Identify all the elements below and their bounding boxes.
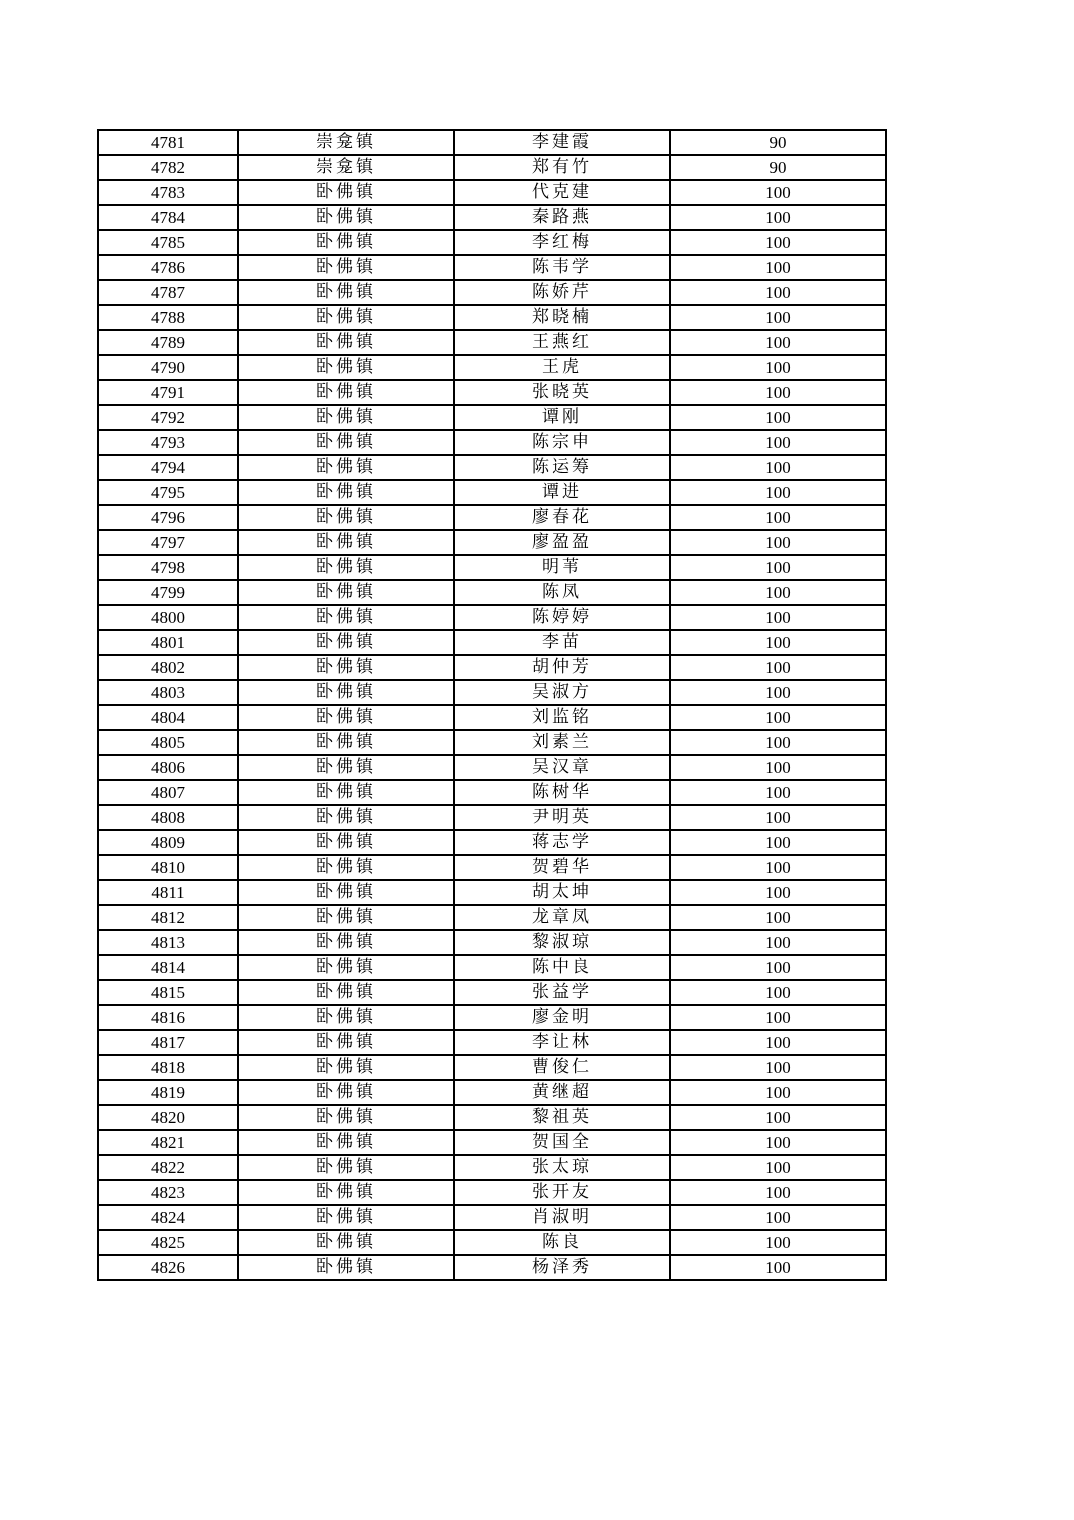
serial-number-cell: 4785 <box>98 230 238 255</box>
town-cell: 卧佛镇 <box>238 1205 454 1230</box>
town-cell: 卧佛镇 <box>238 930 454 955</box>
person-name-cell: 黄继超 <box>454 1080 670 1105</box>
amount-cell: 100 <box>670 480 886 505</box>
serial-number-cell: 4809 <box>98 830 238 855</box>
table-row <box>98 330 886 355</box>
serial-number-cell: 4826 <box>98 1255 238 1280</box>
person-name-cell: 吴汉章 <box>454 755 670 780</box>
table-row <box>98 305 886 330</box>
person-name-cell: 谭进 <box>454 480 670 505</box>
town-cell: 卧佛镇 <box>238 280 454 305</box>
serial-number-cell: 4817 <box>98 1030 238 1055</box>
table-row <box>98 880 886 905</box>
town-cell: 卧佛镇 <box>238 630 454 655</box>
table-row <box>98 1180 886 1205</box>
person-name-cell: 王燕红 <box>454 330 670 355</box>
person-name-cell: 李建霞 <box>454 130 670 155</box>
amount-cell: 90 <box>670 130 886 155</box>
table-row <box>98 1080 886 1105</box>
table-row <box>98 830 886 855</box>
table-row <box>98 205 886 230</box>
amount-cell: 100 <box>670 805 886 830</box>
person-name-cell: 胡太坤 <box>454 880 670 905</box>
town-cell: 卧佛镇 <box>238 230 454 255</box>
table-row <box>98 1055 886 1080</box>
amount-cell: 100 <box>670 530 886 555</box>
table-row <box>98 705 886 730</box>
serial-number-cell: 4812 <box>98 905 238 930</box>
town-cell: 崇龛镇 <box>238 155 454 180</box>
table-row <box>98 630 886 655</box>
table-row <box>98 680 886 705</box>
person-name-cell: 张开友 <box>454 1180 670 1205</box>
table-row <box>98 230 886 255</box>
town-cell: 卧佛镇 <box>238 305 454 330</box>
table-row <box>98 1130 886 1155</box>
amount-cell: 100 <box>670 430 886 455</box>
table-row <box>98 1005 886 1030</box>
person-name-cell: 陈韦学 <box>454 255 670 280</box>
amount-cell: 100 <box>670 1105 886 1130</box>
person-name-cell: 黎祖英 <box>454 1105 670 1130</box>
person-name-cell: 李让林 <box>454 1030 670 1055</box>
amount-cell: 100 <box>670 1055 886 1080</box>
table-row <box>98 1105 886 1130</box>
amount-cell: 100 <box>670 955 886 980</box>
serial-number-cell: 4796 <box>98 505 238 530</box>
table-row <box>98 405 886 430</box>
amount-cell: 100 <box>670 1230 886 1255</box>
town-cell: 卧佛镇 <box>238 405 454 430</box>
serial-number-cell: 4788 <box>98 305 238 330</box>
town-cell: 卧佛镇 <box>238 1155 454 1180</box>
serial-number-cell: 4789 <box>98 330 238 355</box>
serial-number-cell: 4823 <box>98 1180 238 1205</box>
town-cell: 卧佛镇 <box>238 1180 454 1205</box>
table-row <box>98 380 886 405</box>
amount-cell: 100 <box>670 555 886 580</box>
serial-number-cell: 4801 <box>98 630 238 655</box>
person-name-cell: 陈娇芹 <box>454 280 670 305</box>
town-cell: 卧佛镇 <box>238 605 454 630</box>
amount-cell: 100 <box>670 880 886 905</box>
town-cell: 卧佛镇 <box>238 380 454 405</box>
table-row <box>98 955 886 980</box>
amount-cell: 100 <box>670 305 886 330</box>
person-name-cell: 代克建 <box>454 180 670 205</box>
amount-cell: 100 <box>670 1005 886 1030</box>
serial-number-cell: 4804 <box>98 705 238 730</box>
serial-number-cell: 4799 <box>98 580 238 605</box>
serial-number-cell: 4787 <box>98 280 238 305</box>
amount-cell: 100 <box>670 330 886 355</box>
serial-number-cell: 4806 <box>98 755 238 780</box>
amount-cell: 100 <box>670 630 886 655</box>
town-cell: 卧佛镇 <box>238 805 454 830</box>
amount-cell: 100 <box>670 655 886 680</box>
serial-number-cell: 4824 <box>98 1205 238 1230</box>
amount-cell: 100 <box>670 355 886 380</box>
town-cell: 卧佛镇 <box>238 905 454 930</box>
table-row <box>98 605 886 630</box>
serial-number-cell: 4819 <box>98 1080 238 1105</box>
person-name-cell: 陈婷婷 <box>454 605 670 630</box>
serial-number-cell: 4816 <box>98 1005 238 1030</box>
town-cell: 卧佛镇 <box>238 655 454 680</box>
person-name-cell: 张太琼 <box>454 1155 670 1180</box>
person-name-cell: 郑有竹 <box>454 155 670 180</box>
person-name-cell: 刘监铭 <box>454 705 670 730</box>
amount-cell: 100 <box>670 780 886 805</box>
serial-number-cell: 4783 <box>98 180 238 205</box>
serial-number-cell: 4825 <box>98 1230 238 1255</box>
town-cell: 卧佛镇 <box>238 1080 454 1105</box>
town-cell: 卧佛镇 <box>238 855 454 880</box>
table-row <box>98 530 886 555</box>
table-row <box>98 280 886 305</box>
amount-cell: 100 <box>670 1155 886 1180</box>
amount-cell: 100 <box>670 1080 886 1105</box>
amount-cell: 100 <box>670 230 886 255</box>
serial-number-cell: 4813 <box>98 930 238 955</box>
amount-cell: 100 <box>670 1255 886 1280</box>
table-row <box>98 805 886 830</box>
serial-number-cell: 4790 <box>98 355 238 380</box>
town-cell: 卧佛镇 <box>238 255 454 280</box>
person-name-cell: 胡仲芳 <box>454 655 670 680</box>
person-name-cell: 陈树华 <box>454 780 670 805</box>
amount-cell: 100 <box>670 705 886 730</box>
town-cell: 卧佛镇 <box>238 430 454 455</box>
amount-cell: 100 <box>670 605 886 630</box>
serial-number-cell: 4800 <box>98 605 238 630</box>
town-cell: 卧佛镇 <box>238 530 454 555</box>
amount-cell: 100 <box>670 830 886 855</box>
person-name-cell: 谭刚 <box>454 405 670 430</box>
serial-number-cell: 4805 <box>98 730 238 755</box>
town-cell: 卧佛镇 <box>238 205 454 230</box>
amount-cell: 100 <box>670 680 886 705</box>
table-row <box>98 855 886 880</box>
table-row <box>98 905 886 930</box>
town-cell: 卧佛镇 <box>238 980 454 1005</box>
town-cell: 卧佛镇 <box>238 1055 454 1080</box>
person-name-cell: 张晓英 <box>454 380 670 405</box>
table-row <box>98 1155 886 1180</box>
table-row <box>98 655 886 680</box>
serial-number-cell: 4810 <box>98 855 238 880</box>
person-name-cell: 刘素兰 <box>454 730 670 755</box>
serial-number-cell: 4793 <box>98 430 238 455</box>
amount-cell: 100 <box>670 405 886 430</box>
town-cell: 卧佛镇 <box>238 180 454 205</box>
table-row <box>98 1205 886 1230</box>
amount-cell: 100 <box>670 1205 886 1230</box>
town-cell: 卧佛镇 <box>238 680 454 705</box>
table-row <box>98 580 886 605</box>
table-row <box>98 480 886 505</box>
table-row <box>98 755 886 780</box>
serial-number-cell: 4808 <box>98 805 238 830</box>
table-row <box>98 780 886 805</box>
table-row <box>98 430 886 455</box>
person-name-cell: 曹俊仁 <box>454 1055 670 1080</box>
person-name-cell: 陈宗申 <box>454 430 670 455</box>
table-row <box>98 1030 886 1055</box>
person-name-cell: 张益学 <box>454 980 670 1005</box>
person-name-cell: 廖春花 <box>454 505 670 530</box>
town-cell: 卧佛镇 <box>238 455 454 480</box>
person-name-cell: 明苇 <box>454 555 670 580</box>
amount-cell: 100 <box>670 930 886 955</box>
person-name-cell: 蒋志学 <box>454 830 670 855</box>
table-row <box>98 555 886 580</box>
amount-cell: 100 <box>670 855 886 880</box>
serial-number-cell: 4797 <box>98 530 238 555</box>
amount-cell: 100 <box>670 1130 886 1155</box>
serial-number-cell: 4781 <box>98 130 238 155</box>
serial-number-cell: 4811 <box>98 880 238 905</box>
table-row <box>98 455 886 480</box>
table-row <box>98 730 886 755</box>
table-row <box>98 255 886 280</box>
person-name-cell: 廖盈盈 <box>454 530 670 555</box>
serial-number-cell: 4818 <box>98 1055 238 1080</box>
town-cell: 卧佛镇 <box>238 780 454 805</box>
roster-table <box>97 129 887 1281</box>
amount-cell: 100 <box>670 255 886 280</box>
town-cell: 卧佛镇 <box>238 505 454 530</box>
person-name-cell: 贺国全 <box>454 1130 670 1155</box>
town-cell: 卧佛镇 <box>238 1005 454 1030</box>
town-cell: 卧佛镇 <box>238 730 454 755</box>
table-row <box>98 930 886 955</box>
person-name-cell: 吴淑方 <box>454 680 670 705</box>
town-cell: 卧佛镇 <box>238 705 454 730</box>
table-row <box>98 180 886 205</box>
person-name-cell: 廖金明 <box>454 1005 670 1030</box>
town-cell: 卧佛镇 <box>238 580 454 605</box>
town-cell: 卧佛镇 <box>238 755 454 780</box>
amount-cell: 100 <box>670 755 886 780</box>
table-row <box>98 355 886 380</box>
person-name-cell: 陈良 <box>454 1230 670 1255</box>
serial-number-cell: 4792 <box>98 405 238 430</box>
serial-number-cell: 4821 <box>98 1130 238 1155</box>
table-row <box>98 980 886 1005</box>
town-cell: 卧佛镇 <box>238 880 454 905</box>
amount-cell: 90 <box>670 155 886 180</box>
serial-number-cell: 4802 <box>98 655 238 680</box>
table-row <box>98 1255 886 1280</box>
serial-number-cell: 4795 <box>98 480 238 505</box>
person-name-cell: 王虎 <box>454 355 670 380</box>
town-cell: 卧佛镇 <box>238 330 454 355</box>
serial-number-cell: 4820 <box>98 1105 238 1130</box>
amount-cell: 100 <box>670 905 886 930</box>
town-cell: 卧佛镇 <box>238 1030 454 1055</box>
amount-cell: 100 <box>670 205 886 230</box>
amount-cell: 100 <box>670 980 886 1005</box>
town-cell: 卧佛镇 <box>238 1255 454 1280</box>
town-cell: 卧佛镇 <box>238 355 454 380</box>
person-name-cell: 李苗 <box>454 630 670 655</box>
table-row <box>98 130 886 155</box>
amount-cell: 100 <box>670 380 886 405</box>
town-cell: 卧佛镇 <box>238 480 454 505</box>
town-cell: 卧佛镇 <box>238 1230 454 1255</box>
amount-cell: 100 <box>670 1180 886 1205</box>
serial-number-cell: 4807 <box>98 780 238 805</box>
serial-number-cell: 4803 <box>98 680 238 705</box>
roster-table-body <box>98 130 886 1280</box>
amount-cell: 100 <box>670 1030 886 1055</box>
amount-cell: 100 <box>670 580 886 605</box>
serial-number-cell: 4782 <box>98 155 238 180</box>
person-name-cell: 尹明英 <box>454 805 670 830</box>
amount-cell: 100 <box>670 730 886 755</box>
amount-cell: 100 <box>670 505 886 530</box>
person-name-cell: 陈中良 <box>454 955 670 980</box>
town-cell: 崇龛镇 <box>238 130 454 155</box>
person-name-cell: 龙章凤 <box>454 905 670 930</box>
town-cell: 卧佛镇 <box>238 830 454 855</box>
person-name-cell: 杨泽秀 <box>454 1255 670 1280</box>
person-name-cell: 李红梅 <box>454 230 670 255</box>
town-cell: 卧佛镇 <box>238 555 454 580</box>
serial-number-cell: 4786 <box>98 255 238 280</box>
table-row <box>98 1230 886 1255</box>
person-name-cell: 陈运筹 <box>454 455 670 480</box>
table-row <box>98 505 886 530</box>
person-name-cell: 贺碧华 <box>454 855 670 880</box>
serial-number-cell: 4814 <box>98 955 238 980</box>
person-name-cell: 黎淑琼 <box>454 930 670 955</box>
serial-number-cell: 4791 <box>98 380 238 405</box>
table-row <box>98 155 886 180</box>
serial-number-cell: 4815 <box>98 980 238 1005</box>
person-name-cell: 肖淑明 <box>454 1205 670 1230</box>
serial-number-cell: 4798 <box>98 555 238 580</box>
person-name-cell: 陈凤 <box>454 580 670 605</box>
serial-number-cell: 4822 <box>98 1155 238 1180</box>
person-name-cell: 郑晓楠 <box>454 305 670 330</box>
person-name-cell: 秦路燕 <box>454 205 670 230</box>
town-cell: 卧佛镇 <box>238 1105 454 1130</box>
amount-cell: 100 <box>670 180 886 205</box>
amount-cell: 100 <box>670 455 886 480</box>
town-cell: 卧佛镇 <box>238 955 454 980</box>
town-cell: 卧佛镇 <box>238 1130 454 1155</box>
serial-number-cell: 4794 <box>98 455 238 480</box>
serial-number-cell: 4784 <box>98 205 238 230</box>
amount-cell: 100 <box>670 280 886 305</box>
